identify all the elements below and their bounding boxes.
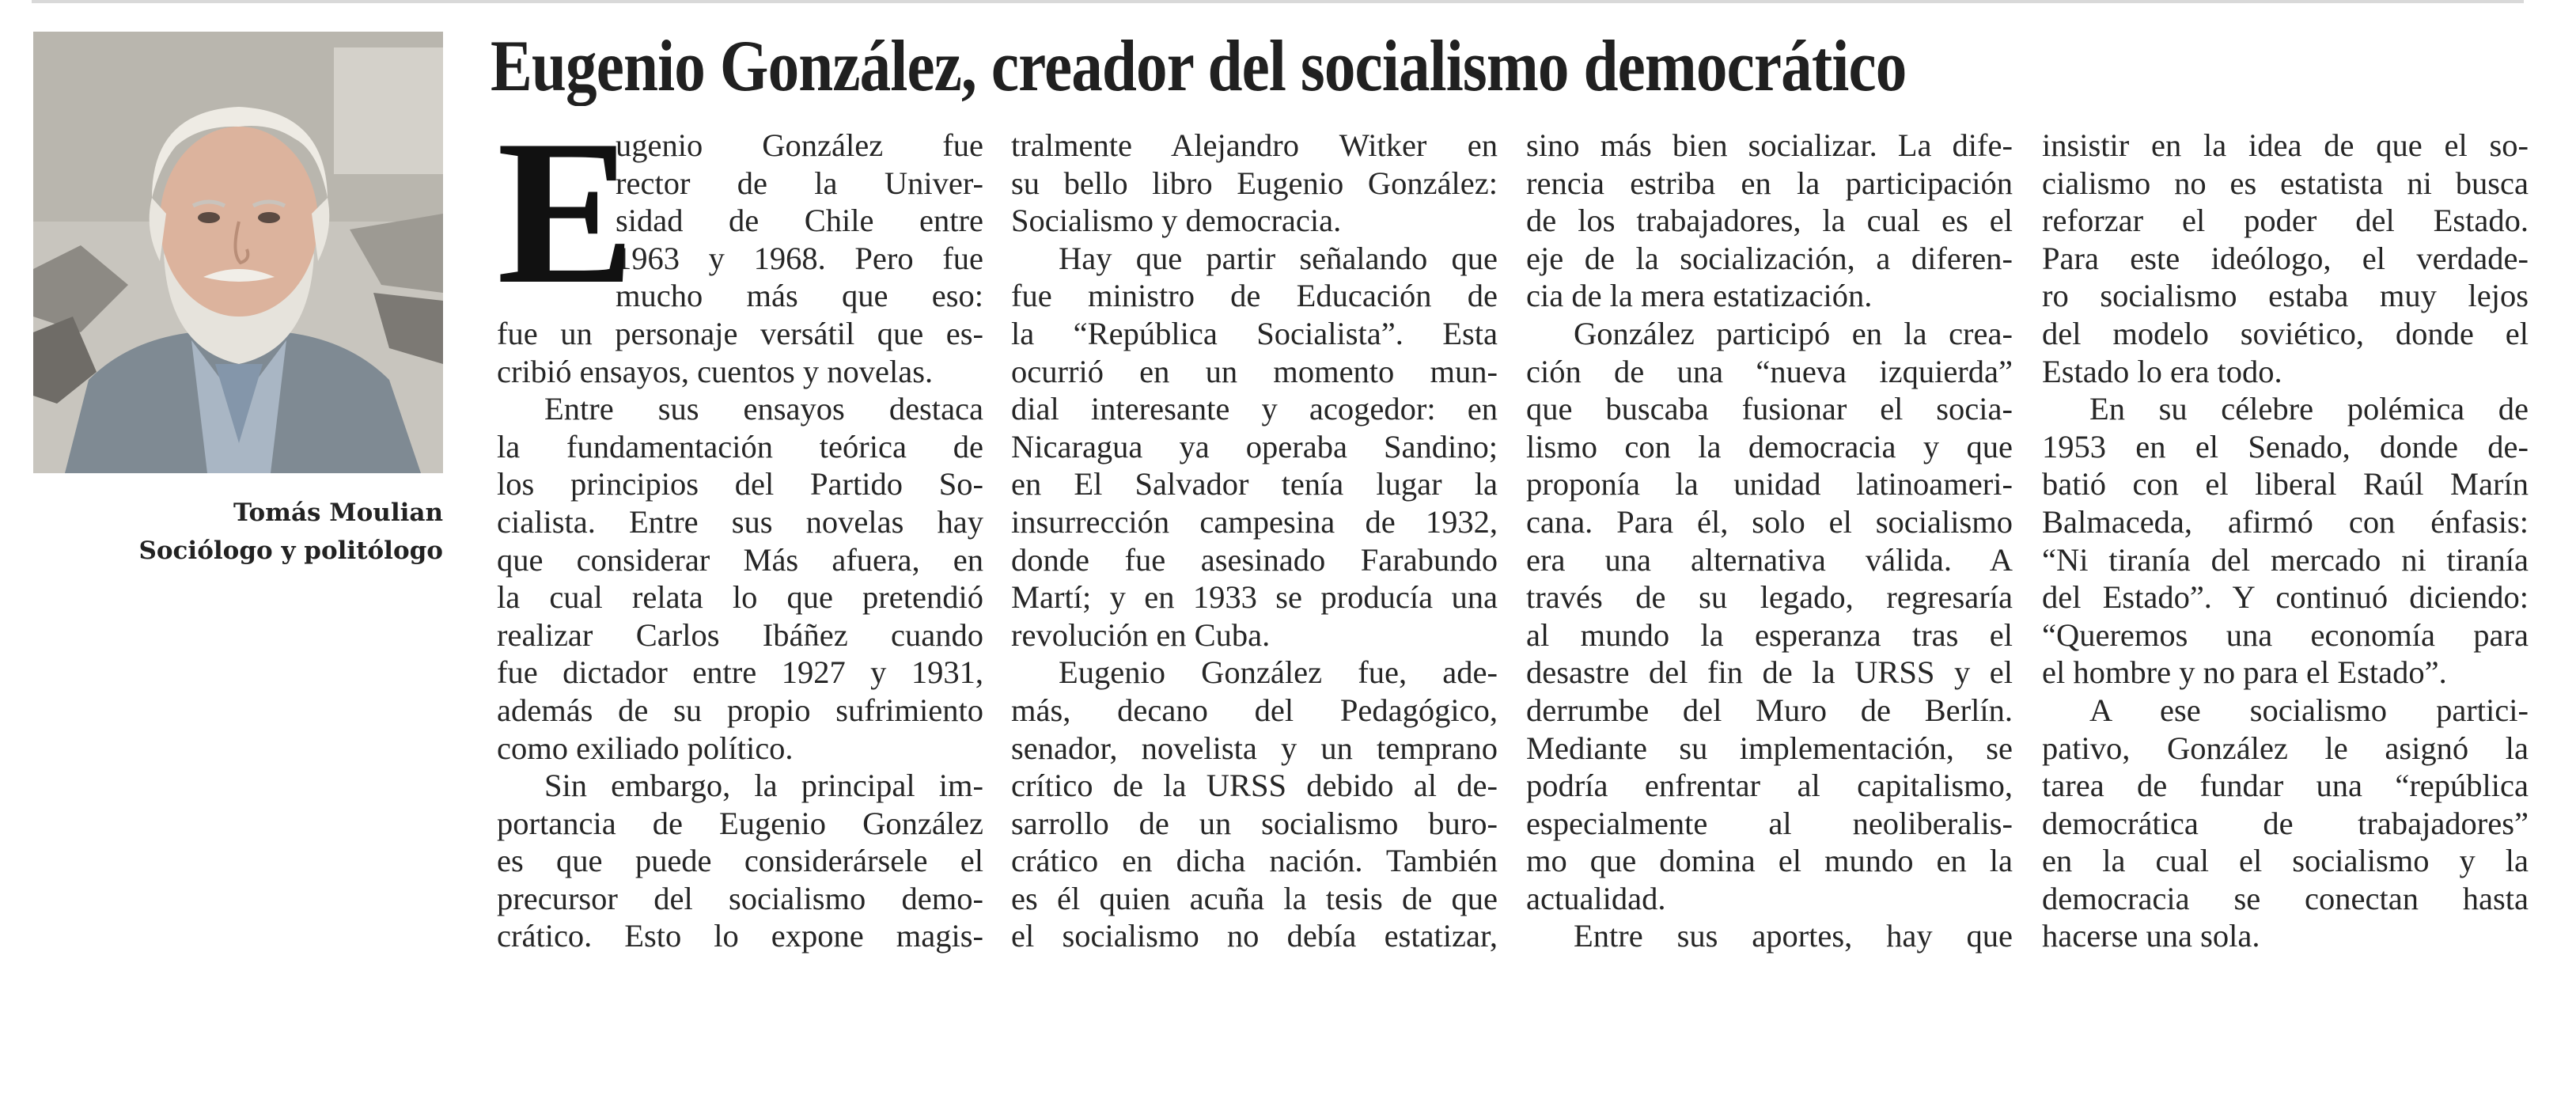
article-line: Entre sus aportes, hay que xyxy=(1574,918,2013,954)
article-line: como exiliado político. xyxy=(497,730,794,766)
article-line: que considerar Más afuera, en xyxy=(497,541,983,578)
author-role: Sociólogo y politólogo xyxy=(138,537,443,565)
article-line: eje de la socialización, a diferen- xyxy=(1526,240,2013,276)
article-line: desastre del fin de la URSS y el xyxy=(1526,654,2013,691)
article-line: ro socialismo estaba muy lejos xyxy=(2042,278,2529,314)
article-line: Eugenio González fue, ade- xyxy=(1059,654,1498,691)
article-line: tralmente Alejandro Witker en xyxy=(1011,127,1498,163)
article-line: derrumbe del Muro de Berlín. xyxy=(1526,692,2013,728)
article-line: lismo con la democracia y que xyxy=(1526,428,2013,464)
article-line: 1963 y 1968. Pero fue xyxy=(616,240,983,276)
article-line: cialista. Entre sus novelas hay xyxy=(497,503,983,540)
article-line: fue ministro de Educación de xyxy=(1011,278,1498,314)
article-line: dial interesante y acogedor: en xyxy=(1011,391,1498,427)
article-line: Para este ideólogo, el verdade- xyxy=(2042,240,2529,276)
article-line: Estado lo era todo. xyxy=(2042,353,2282,389)
article-line: cana. Para él, solo el socialismo xyxy=(1526,503,2013,540)
article-line: precursor del socialismo demo- xyxy=(497,880,983,916)
article-line: Entre sus ensayos destaca xyxy=(544,391,983,427)
author-portrait-icon xyxy=(33,32,443,473)
article-line: era una alternativa válida. A xyxy=(1526,541,2013,578)
article-line: realizar Carlos Ibáñez cuando xyxy=(497,616,983,653)
article-line: Hay que partir señalando que xyxy=(1059,240,1498,276)
article-line: mucho más que eso: xyxy=(616,278,983,314)
article-line: crático. Esto lo expone magis- xyxy=(497,918,983,954)
article-line: además de su propio sufrimiento xyxy=(497,692,983,728)
article-line: través de su legado, regresaría xyxy=(1526,579,2013,616)
article-line: la fundamentación teórica de xyxy=(497,428,983,464)
article-line: cia de la mera estatización. xyxy=(1526,278,1873,314)
article-line: actualidad. xyxy=(1526,880,1666,916)
top-rule xyxy=(32,0,2524,3)
article-column-1 xyxy=(497,97,983,1005)
article-line: rencia estriba en la participación xyxy=(1526,165,2013,201)
article-line: en El Salvador tenía lugar la xyxy=(1011,466,1498,502)
article-line: proponía la unidad latinoameri- xyxy=(1526,466,2013,502)
article-line: el hombre y no para el Estado”. xyxy=(2042,654,2447,691)
article-line: revolución en Cuba. xyxy=(1011,616,1271,653)
author-photo xyxy=(33,32,443,473)
article-line: mo que domina el mundo en la xyxy=(1526,843,2013,879)
article-line: cribió ensayos, cuentos y novelas. xyxy=(497,353,934,389)
article-line: que buscaba fusionar el socia- xyxy=(1526,391,2013,427)
article-line: insistir en la idea de que el so- xyxy=(2042,127,2529,163)
article-line: crático en dicha nación. También xyxy=(1011,843,1498,879)
article-line: ugenio González fue xyxy=(616,127,983,163)
article-line: es que puede considerársele el xyxy=(497,843,983,879)
article-line: la cual relata lo que pretendió xyxy=(497,579,983,616)
article-line: insurrección campesina de 1932, xyxy=(1011,503,1498,540)
article-line: “Queremos una economía para xyxy=(2042,616,2529,653)
article-line: al mundo la esperanza tras el xyxy=(1526,616,2013,653)
article-line: sarrollo de un socialismo buro- xyxy=(1011,805,1498,841)
article-line: fue dictador entre 1927 y 1931, xyxy=(497,654,983,691)
article-line: hacerse una sola. xyxy=(2042,918,2260,954)
article-line: la “República Socialista”. Esta xyxy=(1011,315,1498,351)
article-line: González participó en la crea- xyxy=(1574,315,2013,351)
article-line: del Estado”. Y continuó diciendo: xyxy=(2042,579,2529,616)
article-line: reforzar el poder del Estado. xyxy=(2042,203,2529,239)
article-line: En su célebre polémica de xyxy=(2089,391,2529,427)
article-line: crítico de la URSS debido al de- xyxy=(1011,768,1498,804)
article-line: Martí; y en 1933 se producía una xyxy=(1011,579,1498,616)
article-line: democracia se conectan hasta xyxy=(2042,880,2529,916)
article-line: es él quien acuña la tesis de que xyxy=(1011,880,1498,916)
article-line: especialmente al neoliberalis- xyxy=(1526,805,2013,841)
article-line: Balmaceda, afirmó con énfasis: xyxy=(2042,503,2529,540)
article-line: su bello libro Eugenio González: xyxy=(1011,165,1498,201)
article-line: batió con el liberal Raúl Marín xyxy=(2042,466,2529,502)
author-name: Tomás Moulian xyxy=(233,499,443,527)
article-line: sino más bien socializar. La dife- xyxy=(1526,127,2013,163)
article-line: senador, novelista y un temprano xyxy=(1011,730,1498,766)
article-line: de los trabajadores, la cual es el xyxy=(1526,203,2013,239)
article-line: “Ni tiranía del mercado ni tiranía xyxy=(2042,541,2529,578)
article-line: cialismo no es estatista ni busca xyxy=(2042,165,2529,201)
article-line: portancia de Eugenio González xyxy=(497,805,983,841)
article-line: Socialismo y democracia. xyxy=(1011,203,1342,239)
article-line: 1953 en el Senado, donde de- xyxy=(2042,428,2529,464)
article-line: pativo, González le asignó la xyxy=(2042,730,2529,766)
article-column-4 xyxy=(2042,127,2529,1005)
article-line: ocurrió en un momento mun- xyxy=(1011,353,1498,389)
article-column-3 xyxy=(1526,127,2013,1005)
article-line: A ese socialismo partici- xyxy=(2089,692,2529,728)
article-line: Nicaragua ya operaba Sandino; xyxy=(1011,428,1498,464)
headline: Eugenio González, creador del socialismo democrático xyxy=(491,25,1907,106)
article-line: democrática de trabajadores” xyxy=(2042,805,2529,841)
article-line: podría enfrentar al capitalismo, xyxy=(1526,768,2013,804)
article-line: Mediante su implementación, se xyxy=(1526,730,2013,766)
article-line: en la cual el socialismo y la xyxy=(2042,843,2529,879)
byline xyxy=(33,494,443,570)
article-line: del modelo soviético, donde el xyxy=(2042,315,2529,351)
article-line: más, decano del Pedagógico, xyxy=(1011,692,1498,728)
article-line: Sin embargo, la principal im- xyxy=(544,768,983,804)
article-line: rector de la Univer- xyxy=(616,165,983,201)
article-line: ción de una “nueva izquierda” xyxy=(1526,353,2013,389)
drop-cap: E xyxy=(497,97,635,327)
article-line: tarea de fundar una “república xyxy=(2042,768,2529,804)
article-line: sidad de Chile entre xyxy=(616,203,983,239)
article-line: los principios del Partido So- xyxy=(497,466,983,502)
article-column-2 xyxy=(1011,127,1498,1005)
article-line: donde fue asesinado Farabundo xyxy=(1011,541,1498,578)
article-line: fue un personaje versátil que es- xyxy=(497,315,983,351)
article-line: el socialismo no debía estatizar, xyxy=(1011,918,1498,954)
